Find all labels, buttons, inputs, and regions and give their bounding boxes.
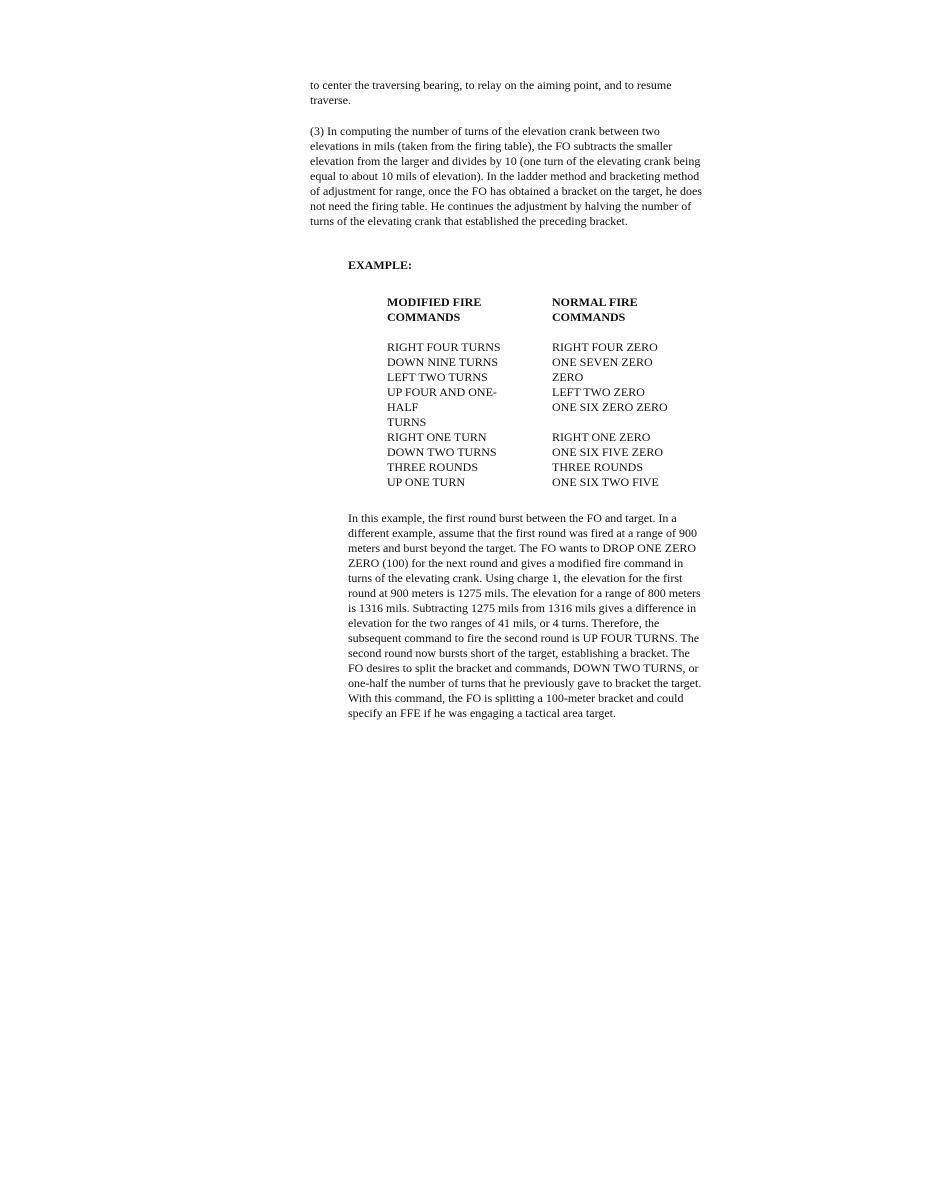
modified-fire-commands-header: MODIFIED FIRE COMMANDS (387, 295, 482, 324)
normal-command-spacer (552, 415, 712, 430)
example-label: EXAMPLE: (348, 258, 412, 272)
normal-command: RIGHT ONE ZERO (552, 430, 651, 444)
modified-command: UP FOUR AND ONE- HALF TURNS (387, 385, 497, 429)
modified-command: RIGHT ONE TURN (387, 430, 487, 444)
modified-fire-commands-column (387, 295, 537, 490)
normal-command: ONE SIX FIVE ZERO (552, 445, 663, 459)
normal-command: ONE SIX ZERO ZERO (552, 400, 668, 414)
normal-command: ONE SIX TWO FIVE (552, 475, 659, 489)
modified-command: UP ONE TURN (387, 475, 466, 489)
paragraph-example-explanation: In this example, the first round burst between the FO and target. In a different example, assume that the first round was fired at a range of 900 meters and burst beyond the target. The FO wants to DROP ONE ZERO ZERO (100) for the next round and gives a modified fire command in turns of the elevating crank. Using charge 1, the elevation for the first round at 900 meters is 1275 mils. The elevation for a range of 800 meters is 1316 mils. Subtracting 1275 mils from 1316 mils gives a difference in elevation for the two ranges of 41 mils, or 4 turns. Therefore, the subsequent command to fire the second round is UP FOUR TURNS. The second round now bursts short of the target, establishing a bracket. The FO desires to split the bracket and commands, DOWN TWO TURNS, or one-half the number of turns that he previously gave to bracket the target. With this command, the FO is splitting a 100-meter bracket and could specify an FFE if he was engaging a tactical area target. (348, 511, 702, 720)
modified-command: DOWN TWO TURNS (387, 445, 497, 459)
paragraph-continuation: to center the traversing bearing, to relay on the aiming point, and to resume traverse. (310, 78, 672, 107)
normal-fire-commands-column (552, 295, 712, 490)
normal-command: RIGHT FOUR ZERO (552, 340, 658, 354)
modified-commands-list (387, 340, 537, 490)
normal-command: LEFT TWO ZERO (552, 385, 645, 399)
modified-command: DOWN NINE TURNS (387, 355, 499, 369)
normal-fire-commands-header: NORMAL FIRE COMMANDS (552, 295, 638, 324)
modified-command: LEFT TWO TURNS (387, 370, 488, 384)
normal-command: THREE ROUNDS (552, 460, 644, 474)
normal-command: ONE SEVEN ZERO ZERO (552, 355, 653, 384)
modified-command: RIGHT FOUR TURNS (387, 340, 501, 354)
normal-commands-list (552, 340, 712, 490)
paragraph-3: (3) In computing the number of turns of the elevation crank between two elevations in mils (taken from the firing table), the FO subtracts the smaller elevation from the larger and divides by 10 (one turn of the elevating crank being equal to about 10 mils of elevation). In the ladder method and bracketing method of adjustment for range, once the FO has obtained a bracket on the target, he does not need the firing table. He continues the adjustment by halving the number of turns of the elevating crank that established the preceding bracket. (310, 124, 702, 228)
modified-command: THREE ROUNDS (387, 460, 479, 474)
